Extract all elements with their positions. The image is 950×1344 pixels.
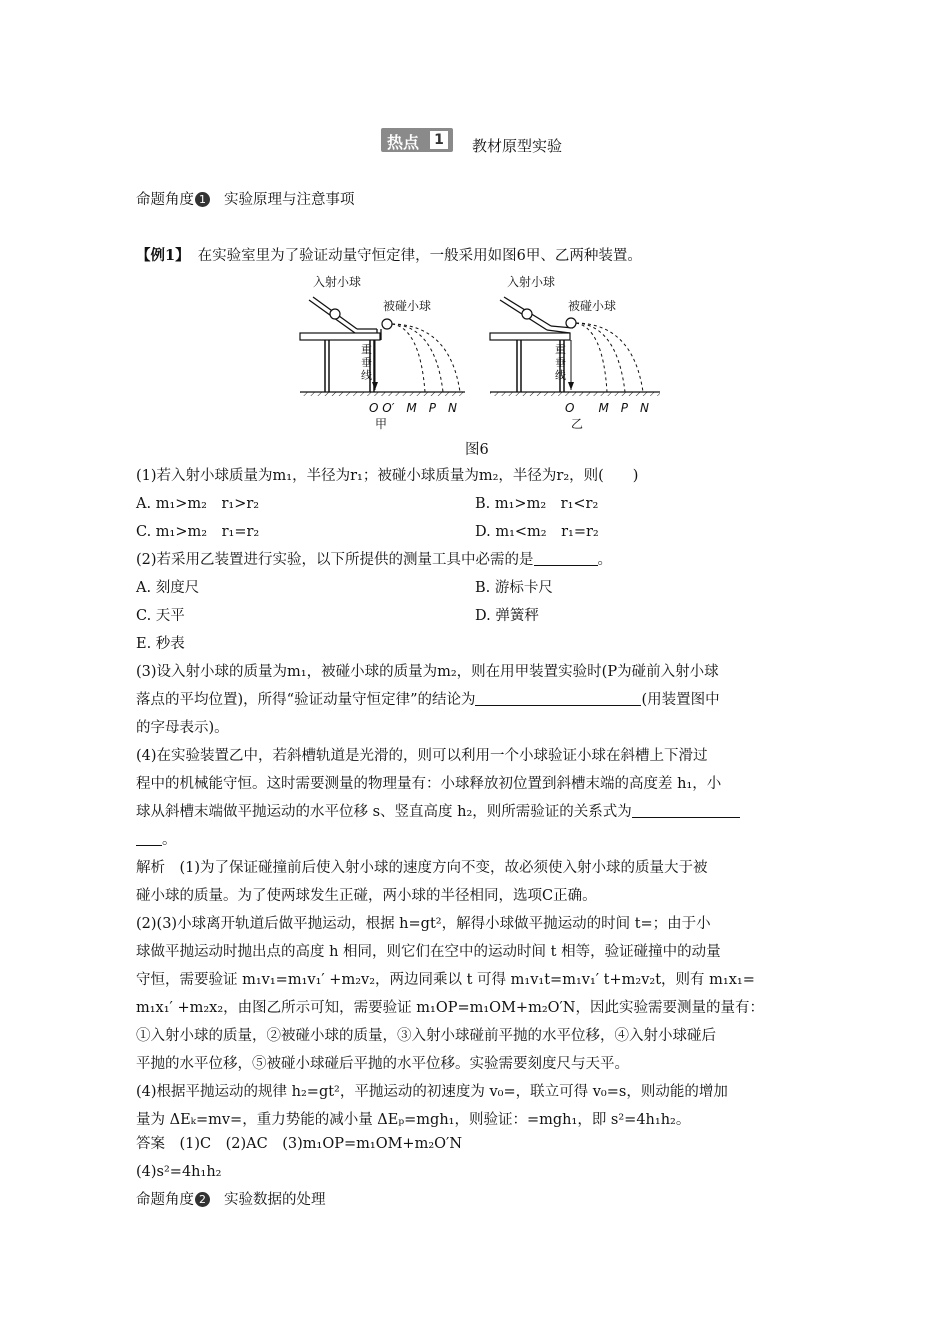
q3-line-2-end: (用装置图中	[641, 692, 720, 708]
caption-right: 乙	[571, 417, 584, 431]
analysis-line-6: m₁x₁′ +m₂x₂，由图乙所示可知，需要验证 m₁OP=m₁OM+m₂O′N，因此实验需要测量的量有：	[136, 1000, 764, 1016]
angle-title: 实验原理与注意事项	[224, 192, 355, 208]
trajectory-m-left	[392, 324, 425, 392]
analysis-line-9: (4)根据平抛运动的规律 h₂=gt²，平抛运动的初速度为 v₀=，联立可得 v₀=s，则动能的增加	[136, 1084, 728, 1100]
trajectory-p-right	[576, 323, 625, 392]
q2-option-e: E. 秒表	[136, 636, 185, 652]
plumb-char-1: 重	[361, 343, 372, 356]
axis-labels-right: O M P N	[565, 401, 650, 415]
analysis-line-3: (2)(3)小球离开轨道后做平抛运动，根据 h=gt²，解得小球做平抛运动的时间 t=；由于小	[136, 916, 711, 932]
q4-line-3-text: 球从斜槽末端做平抛运动的水平位移 s、竖直高度 h₂，则所需验证的关系式为	[136, 804, 632, 820]
q4-line-1: (4)在实验装置乙中，若斜槽轨道是光滑的，则可以利用一个小球验证小球在斜槽上下滑过	[136, 748, 708, 764]
angle-number-badge: 2	[195, 1192, 210, 1207]
target-ball-left	[382, 319, 392, 329]
analysis-line-10: 量为 ΔEₖ=mv=，重力势能的减小量 ΔEₚ=mgh₁，则验证：=mgh₁，即 s²=4h₁h₂。	[136, 1112, 691, 1128]
q4-answer-blank-1[interactable]	[632, 803, 740, 818]
plumb-char-2: 垂	[361, 356, 372, 369]
trajectory-n-right	[576, 323, 643, 392]
proposition-angle-2	[136, 1190, 326, 1210]
q4-line-2: 程中的机械能守恒。这时需要测量的物理量有：小球释放初位置到斜槽末端的高度差 h₁，小	[136, 776, 722, 792]
q2-stem-text: (2)若采用乙装置进行实验，以下所提供的测量工具中必需的是	[136, 552, 534, 568]
q2-option-d: D. 弹簧秤	[475, 608, 539, 624]
incident-ball-label-right: 入射小球	[507, 275, 556, 289]
q4-line-3	[136, 802, 740, 822]
angle-label: 命题角度	[136, 1192, 194, 1208]
target-ball-right	[566, 318, 576, 328]
figure-caption: 图6	[465, 442, 489, 458]
analysis-line-7: ①入射小球的质量，②被碰小球的质量，③入射小球碰前平抛的水平位移，④入射小球碰后	[136, 1028, 716, 1044]
proposition-angle-1	[136, 190, 355, 210]
incident-ball-label-left: 入射小球	[313, 275, 362, 289]
trajectory-m-right	[576, 323, 607, 392]
angle-title: 实验数据的处理	[224, 1192, 326, 1208]
q1-stem: (1)若入射小球质量为m₁，半径为r₁；被碰小球质量为m₂，半径为r₂，则( )	[136, 468, 639, 484]
incident-ball-right	[522, 309, 532, 319]
hotspot-badge-number: 1	[430, 131, 448, 149]
q4-line-4	[136, 830, 177, 850]
q3-line-2	[136, 690, 720, 710]
table-right	[490, 333, 570, 340]
trajectory-p-left	[392, 324, 443, 392]
angle-number-badge: 1	[195, 192, 210, 207]
table-left	[300, 333, 380, 340]
q4-line-4-text: 。	[162, 832, 177, 848]
plumb-char-3: 线	[361, 369, 372, 382]
analysis-line-1: 解析 (1)为了保证碰撞前后使入射小球的速度方向不变，故必须使入射小球的质量大于被	[136, 860, 708, 876]
example-tag: 【例1】	[136, 247, 190, 264]
q2-stem-end: 。	[597, 552, 613, 568]
q2-option-b: B. 游标卡尺	[475, 580, 553, 596]
q3-line-1: (3)设入射小球的质量为m₁，被碰小球的质量为m₂，则在用甲装置实验时(P为碰前入射小球	[136, 664, 719, 680]
plumb-char-2: 垂	[555, 356, 566, 369]
target-ball-label-right: 被碰小球	[568, 299, 617, 313]
q1-option-a: A. m₁>m₂ r₁>r₂	[136, 496, 260, 512]
plumb-char-3: 线	[555, 369, 566, 382]
analysis-line-8: 平抛的水平位移，⑤被碰小球碰后平抛的水平位移。实验需要刻度尺与天平。	[136, 1056, 629, 1072]
q3-line-3: 的字母表示)。	[136, 720, 229, 736]
q1-option-c: C. m₁>m₂ r₁=r₂	[136, 524, 260, 540]
answer-line-2: (4)s²=4h₁h₂	[136, 1164, 222, 1180]
plumb-char-1: 重	[555, 343, 566, 356]
trajectory-n-left	[392, 324, 460, 392]
caption-left: 甲	[375, 417, 388, 431]
q4-answer-blank-2[interactable]	[136, 831, 162, 846]
q2-stem	[136, 550, 612, 570]
analysis-line-4: 球做平抛运动时抛出点的高度 h 相同，则它们在空中的运动时间 t 相等，验证碰撞中的动量	[136, 944, 721, 960]
apparatus-left	[300, 274, 465, 431]
q1-option-b: B. m₁>m₂ r₁<r₂	[475, 496, 599, 512]
ground-left	[300, 392, 465, 396]
hotspot-badge-text: 热点	[387, 133, 420, 152]
example-statement	[136, 246, 642, 266]
q1-option-d: D. m₁<m₂ r₁=r₂	[475, 524, 599, 540]
apparatus-right	[490, 274, 660, 431]
answer-line-1: 答案 (1)C (2)AC (3)m₁OP=m₁OM+m₂O′N	[136, 1136, 463, 1152]
angle-label: 命题角度	[136, 192, 194, 208]
q2-option-c: C. 天平	[136, 608, 185, 624]
example-text: 在实验室里为了验证动量守恒定律，一般采用如图6甲、乙两种装置。	[197, 248, 642, 264]
q2-option-a: A. 刻度尺	[136, 580, 200, 596]
axis-labels-left: O O′ M P N	[369, 401, 457, 415]
section-title: 教材原型实验	[472, 137, 563, 155]
hotspot-badge	[381, 128, 453, 152]
ground-right	[490, 392, 660, 396]
q3-answer-blank[interactable]	[475, 691, 641, 706]
target-ball-label-left: 被碰小球	[383, 299, 432, 313]
experiment-figure	[295, 270, 670, 435]
analysis-line-5: 守恒，需要验证 m₁v₁=m₁v₁′ +m₂v₂，两边同乘以 t 可得 m₁v₁t=m₁v₁′ t+m₂v₂t，则有 m₁x₁=	[136, 972, 755, 988]
q2-answer-blank[interactable]	[534, 551, 598, 566]
analysis-line-2: 碰小球的质量。为了使两球发生正碰，两小球的半径相同，选项C正确。	[136, 888, 597, 904]
q3-line-2-text: 落点的平均位置)，所得“验证动量守恒定律”的结论为	[136, 692, 476, 708]
incident-ball-left	[330, 309, 340, 319]
